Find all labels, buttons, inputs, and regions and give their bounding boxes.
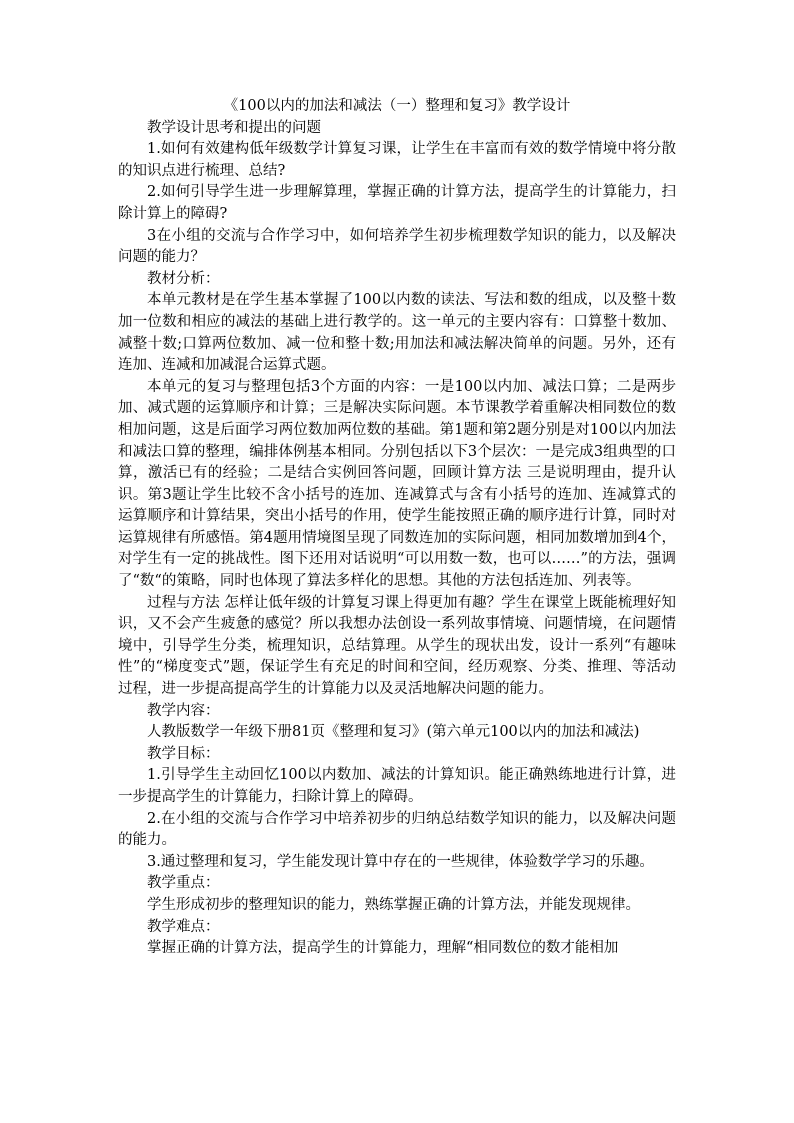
heading-difficult-points: 教学难点： <box>147 918 220 935</box>
heading-key-points: 教学重点： <box>147 875 220 892</box>
heading-teaching-goals: 教学目标： <box>147 745 220 762</box>
question-2: 2.如何引导学生进一步理解算理，掌握正确的计算方法，提高学生的计算能力，扫除计算上的障碍? <box>118 184 676 222</box>
teaching-content-paragraph: 人教版数学一年级下册81页《整理和复习》(第六单元100以内的加法和减法) <box>147 724 640 741</box>
goal-1: 1.引导学生主动回忆100以内数加、减法的计算知识。能正确熟练地进行计算，进一步提高学生的计算能力，扫除计算上的障碍。 <box>118 767 676 805</box>
goal-3: 3.通过整理和复习，学生能发现计算中存在的一些规律，体验数学学习的乐趣。 <box>147 853 654 870</box>
difficult-points-paragraph: 掌握正确的计算方法，提高学生的计算能力，理解“相同数位的数才能相加 <box>147 940 619 957</box>
question-3: 3在小组的交流与合作学习中，如何培养学生初步梳理数学知识的能力，以及解决问题的能力？ <box>118 227 676 266</box>
heading-textbook-analysis: 教材分析： <box>147 270 220 287</box>
heading-teaching-content: 教学内容： <box>147 702 220 719</box>
question-1: 1.如何有效建构低年级数学计算复习课，让学生在丰富而有效的数学情境中将分散的知识点进行梳理、总结? <box>118 141 676 179</box>
analysis-paragraph-1: 本单元教材是在学生基本掌握了100以内数的读法、写法和数的组成，以及整十数加一位数和相应的减法的基础上进行教学的。这一单元的主要内容有：口算整十数加、减整十数;口算两位数加、减一位和整十数;用加法和减法解决简单的问题。另外，还有连加、连减和加减混合运算式题。 <box>118 292 676 374</box>
process-and-method-paragraph: 过程与方法 怎样让低年级的计算复习课上得更加有趣？学生在课堂上既能梳理好知识，又不会产生疲惫的感觉？所以我想办法创设一系列故事情境、问题情境，在问题情境中，引导学生分类，梳理知识，总结算理。从学生的现状出发，设计一系列“有趣味性”的“梯度变式”题，保证学生有充足的时间和空间，经历观察、分类、推理、等活动过程，进一步提高提高学生的计算能力以及灵活地解决问题的能力。 <box>118 594 676 698</box>
key-points-paragraph: 学生形成初步的整理知识的能力，熟练掌握正确的计算方法，并能发现规律。 <box>147 896 640 913</box>
goal-2: 2.在小组的交流与合作学习中培养初步的归纳总结数学知识的能力，以及解决问题的能力。 <box>118 810 676 849</box>
document-page <box>118 96 676 960</box>
analysis-paragraph-2: 本单元的复习与整理包括3个方面的内容：一是100以内加、减法口算；二是两步加、减式题的运算顺序和计算；三是解决实际问题。本节课教学着重解决相同数位的数相加问题，这是后面学习两位数加两位数的基础。第1题和第2题分别是对100以内加法和减法口算的整理，编排体例基本相同。分别包括以下3个层次：一是完成3组典型的口算，激活已有的经验；二是结合实例回答问题，回顾计算方法 三是说明理由，提升认识。第3题让学生比较不含小括号的连加、连减算式与含有小括号的连加、连减算式的运算顺序和计算结果，突出小括号的作用，使学生能按照正确的顺序进行计算，同时对运算规律有所感悟。第4题用情境图呈现了同数连加的实际问题，相同加数增加到4个，对学生有一定的挑战性。图下还用对话说明“可以用数一数，也可以……”的方法，强调了“数“的策略，同时也体现了算法多样化的思想。其他的方法包括连加、列表等。 <box>118 378 676 590</box>
heading-design-questions: 教学设计思考和提出的问题 <box>147 119 321 136</box>
document-title: 《100以内的加法和减法（一）整理和复习》教学设计 <box>223 98 571 114</box>
